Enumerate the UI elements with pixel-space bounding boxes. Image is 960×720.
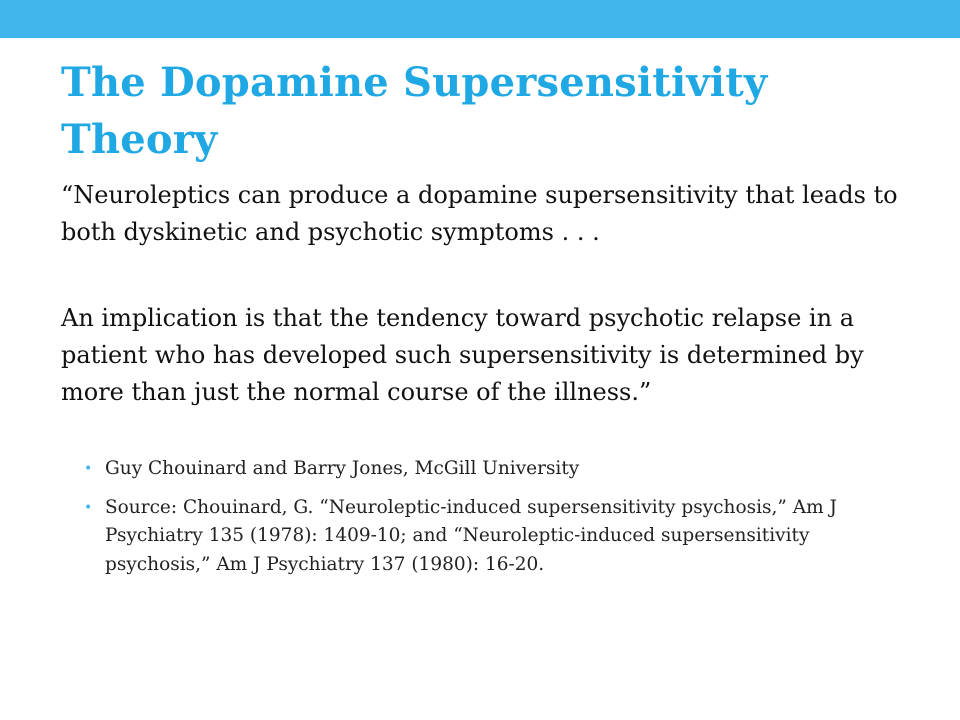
bullet-icon: • — [84, 499, 93, 516]
quote-paragraph-1: “Neuroleptics can produce a dopamine supersensitivity that leads to both dyskinetic and psychotic symptoms . . . — [61, 181, 898, 246]
top-accent-bar — [0, 0, 960, 38]
slide-title: The Dopamine Supersensitivity Theory — [61, 59, 768, 163]
quote-paragraph-2: An implication is that the tendency toward psychotic relapse in a patient who has developed such supersensitivity is determined by more than just the normal course of the illness.” — [61, 304, 864, 406]
citation-list — [84, 455, 914, 589]
citation-item-source — [84, 494, 914, 580]
citation-authors-text: Guy Chouinard and Barry Jones, McGill University — [105, 458, 580, 479]
citation-source-text: Source: Chouinard, G. “Neuroleptic-induced supersensitivity psychosis,” Am J Psychiatry 135 (1978): 1409-10; and “Neuroleptic-induced supersensitivity psychosis,” Am J Psychiatry 137 (1980): 16-20. — [105, 496, 837, 575]
citation-item-authors — [84, 455, 914, 484]
bullet-icon: • — [84, 461, 93, 477]
